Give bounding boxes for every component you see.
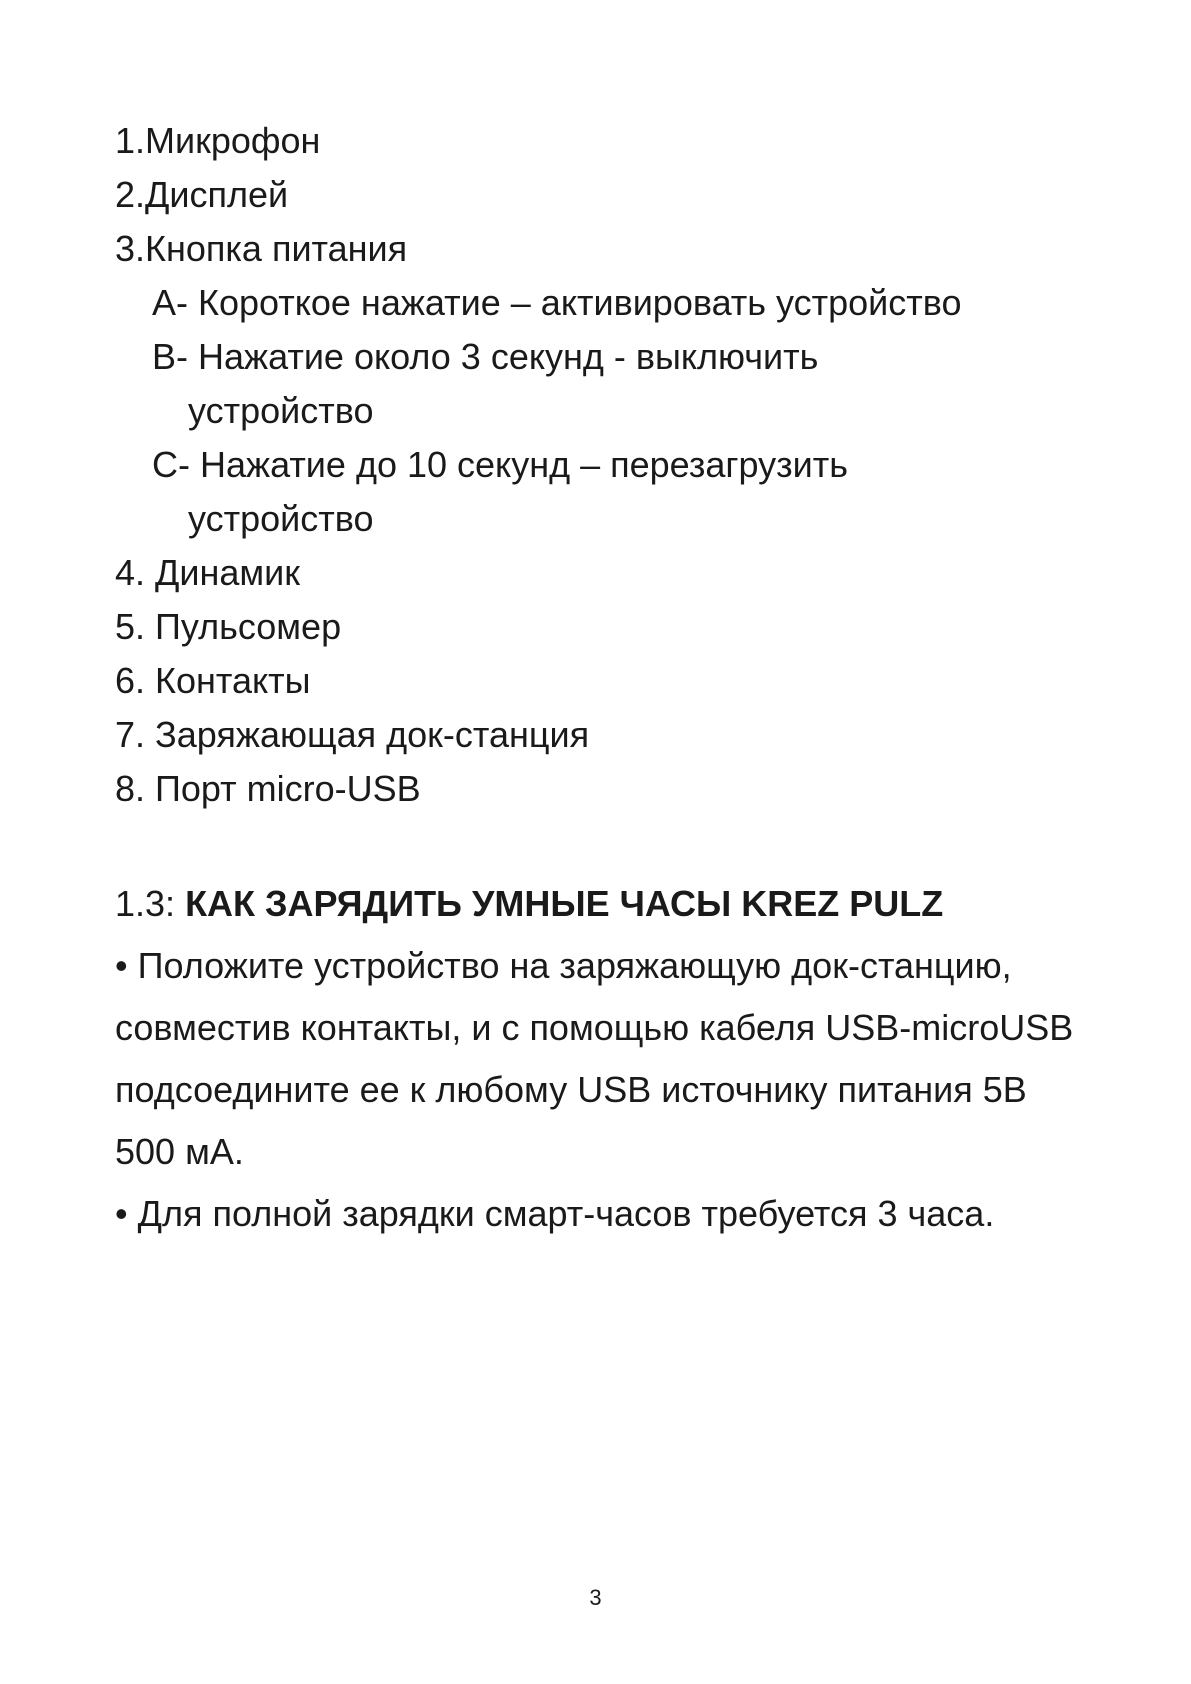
- section-number: 1.3:: [115, 883, 186, 924]
- section-heading: [115, 873, 1075, 935]
- list-item-contacts: 6. Контакты: [115, 660, 311, 701]
- list-item-heart-rate-sensor: 5. Пульсомер: [115, 606, 342, 647]
- charging-time-paragraph: • Для полной зарядки смарт-часов требуется 3 часа.: [115, 1193, 995, 1234]
- power-button-3s-press-continued: устройство: [188, 390, 374, 431]
- charging-section: [115, 873, 1075, 1245]
- list-item-speaker: 4. Динамик: [115, 552, 301, 593]
- list-item-micro-usb-port: 8. Порт micro-USB: [115, 768, 421, 809]
- charging-instruction-paragraph: • Положите устройство на заряжающую док-станцию, совместив контакты, и с помощью кабеля USB-microUSB подсоедините ее к любому USB источнику питания 5В 500 мА.: [115, 945, 1074, 1172]
- power-button-short-press: A- Короткое нажатие – активировать устройство: [152, 282, 962, 323]
- power-button-3s-press: B- Нажатие около 3 секунд - выключить: [152, 336, 819, 377]
- section-title: КАК ЗАРЯДИТЬ УМНЫЕ ЧАСЫ KREZ PULZ: [185, 883, 944, 924]
- power-button-10s-press-continued: устройство: [188, 498, 374, 539]
- parts-list: [115, 114, 1095, 816]
- list-item-microphone: 1.Микрофон: [115, 120, 321, 161]
- power-button-10s-press: C- Нажатие до 10 секунд – перезагрузить: [152, 444, 849, 485]
- list-item-charging-dock: 7. Заряжающая док-станция: [115, 714, 590, 755]
- list-item-display: 2.Дисплей: [115, 174, 289, 215]
- list-item-power-button: 3.Кнопка питания: [115, 228, 408, 269]
- page-number: 3: [589, 1585, 602, 1610]
